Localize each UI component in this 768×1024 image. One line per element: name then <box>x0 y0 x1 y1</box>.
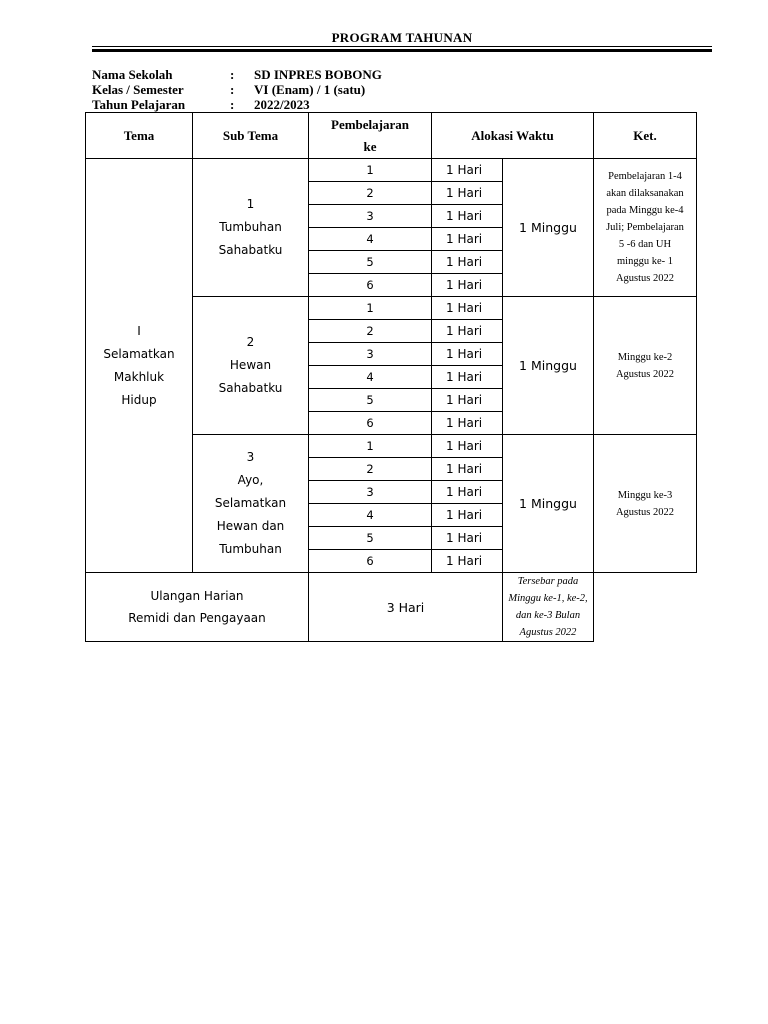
info-label: Kelas / Semester <box>92 82 184 97</box>
ulangan-line1: Ulangan Harian <box>150 589 244 603</box>
document-title: PROGRAM TAHUNAN <box>331 30 473 45</box>
pembelajaran-ke: 3 <box>309 481 432 504</box>
ket-cell <box>594 159 697 297</box>
pembelajaran-ke: 4 <box>309 366 432 389</box>
pembelajaran-ke: 6 <box>309 274 432 297</box>
pembelajaran-ke: 3 <box>309 205 432 228</box>
subtema-line: Hewan <box>229 358 272 372</box>
info-value: 2022/2023 <box>254 97 310 112</box>
header-ket: Ket. <box>594 113 697 159</box>
ulangan-line2: Remidi dan Pengayaan <box>128 611 266 625</box>
pembelajaran-ke: 3 <box>309 343 432 366</box>
title-rule-thick <box>92 49 712 52</box>
subtema-line: Hewan dan <box>216 519 285 533</box>
ket-line: 5 -6 dan UH <box>618 239 672 250</box>
ket-line: Pembelajaran 1-4 <box>608 171 682 182</box>
alokasi-hari: 1 Hari <box>432 228 503 251</box>
ket-line: akan dilaksanakan <box>606 188 684 199</box>
alokasi-hari: 1 Hari <box>432 297 503 320</box>
tema-line: Selamatkan <box>103 346 175 361</box>
pembelajaran-ke: 1 <box>309 297 432 320</box>
ket-line: dan ke-3 Bulan <box>515 610 581 621</box>
ket-line: pada Minggu ke-4 <box>606 205 684 216</box>
subtema-cell <box>193 435 309 573</box>
subtema-line: 2 <box>246 335 255 349</box>
ket-line: minggu ke- 1 <box>617 256 673 267</box>
subtema-line: 3 <box>246 450 255 464</box>
info-value: SD INPRES BOBONG <box>254 67 382 82</box>
pembelajaran-ke: 4 <box>309 504 432 527</box>
alokasi-hari: 1 Hari <box>432 550 503 573</box>
header-subtema: Sub Tema <box>193 113 309 159</box>
header-pembelajaran-line1: Pembelajaran <box>331 116 409 132</box>
pembelajaran-ke: 5 <box>309 389 432 412</box>
subtema-line: Sahabatku <box>218 243 283 257</box>
alokasi-hari: 1 Hari <box>432 389 503 412</box>
info-value: VI (Enam) / 1 (satu) <box>254 82 366 97</box>
info-label: Nama Sekolah <box>92 67 173 82</box>
ket-line: Juli; Pembelajaran <box>606 222 684 233</box>
subtema-line: Ayo, <box>237 473 264 487</box>
alokasi-hari: 1 Hari <box>432 182 503 205</box>
alokasi-hari: 1 Hari <box>432 481 503 504</box>
alokasi-minggu: 1 Minggu <box>503 435 594 573</box>
ket-line: Minggu ke-2 <box>617 351 673 363</box>
ket-line: Agustus 2022 <box>615 273 675 284</box>
header-tema: Tema <box>86 113 193 159</box>
subtema-line: Tumbuhan <box>219 542 282 556</box>
pembelajaran-ke: 5 <box>309 527 432 550</box>
pembelajaran-ke: 2 <box>309 458 432 481</box>
ket-line: Agustus 2022 <box>615 368 675 380</box>
header-pembelajaran-line2: ke <box>363 138 377 154</box>
alokasi-hari: 1 Hari <box>432 343 503 366</box>
alokasi-minggu: 1 Minggu <box>503 159 594 297</box>
pembelajaran-ke: 2 <box>309 182 432 205</box>
subtema-line: 1 <box>246 197 255 211</box>
pembelajaran-ke: 1 <box>309 159 432 182</box>
alokasi-hari: 1 Hari <box>432 527 503 550</box>
pembelajaran-ke: 4 <box>309 228 432 251</box>
table-header-row <box>86 113 697 159</box>
alokasi-hari: 1 Hari <box>432 320 503 343</box>
ulangan-waktu: 3 Hari <box>309 573 503 642</box>
ket-line: Minggu ke-3 <box>617 489 673 501</box>
pembelajaran-ke: 1 <box>309 435 432 458</box>
pembelajaran-ke: 5 <box>309 251 432 274</box>
pembelajaran-ke: 6 <box>309 412 432 435</box>
ulangan-cell <box>86 573 309 642</box>
subtema-cell <box>193 159 309 297</box>
table-row <box>86 159 697 182</box>
info-label: Tahun Pelajaran <box>92 97 186 112</box>
subtema-line: Tumbuhan <box>219 220 282 234</box>
subtema-line: Sahabatku <box>218 381 283 395</box>
header-pembelajaran <box>309 113 432 159</box>
alokasi-hari: 1 Hari <box>432 251 503 274</box>
annual-program-table <box>85 112 697 642</box>
ket-line: Agustus 2022 <box>519 627 577 638</box>
info-colon: : <box>230 82 235 97</box>
subtema-cell <box>193 297 309 435</box>
tema-cell <box>86 159 193 573</box>
alokasi-hari: 1 Hari <box>432 435 503 458</box>
alokasi-hari: 1 Hari <box>432 205 503 228</box>
info-colon: : <box>230 97 235 112</box>
alokasi-hari: 1 Hari <box>432 458 503 481</box>
ket-cell <box>594 435 697 573</box>
pembelajaran-ke: 6 <box>309 550 432 573</box>
ulangan-ket-cell <box>503 573 594 642</box>
table-row-ulangan <box>86 573 697 642</box>
alokasi-hari: 1 Hari <box>432 274 503 297</box>
tema-line: Makhluk <box>113 369 165 384</box>
pembelajaran-ke: 2 <box>309 320 432 343</box>
ket-line: Tersebar pada <box>517 576 579 587</box>
alokasi-hari: 1 Hari <box>432 366 503 389</box>
header-alokasi: Alokasi Waktu <box>432 113 594 159</box>
tema-number: I <box>137 323 141 338</box>
alokasi-minggu: 1 Minggu <box>503 297 594 435</box>
ket-cell <box>594 297 697 435</box>
tema-line: Hidup <box>121 392 157 407</box>
ket-line: Minggu ke-1, ke-2, <box>508 593 588 604</box>
alokasi-hari: 1 Hari <box>432 504 503 527</box>
title-rule-thin <box>92 46 712 47</box>
alokasi-hari: 1 Hari <box>432 412 503 435</box>
info-colon: : <box>230 67 235 82</box>
ket-line: Agustus 2022 <box>615 506 675 518</box>
alokasi-hari: 1 Hari <box>432 159 503 182</box>
subtema-line: Selamatkan <box>214 496 287 510</box>
